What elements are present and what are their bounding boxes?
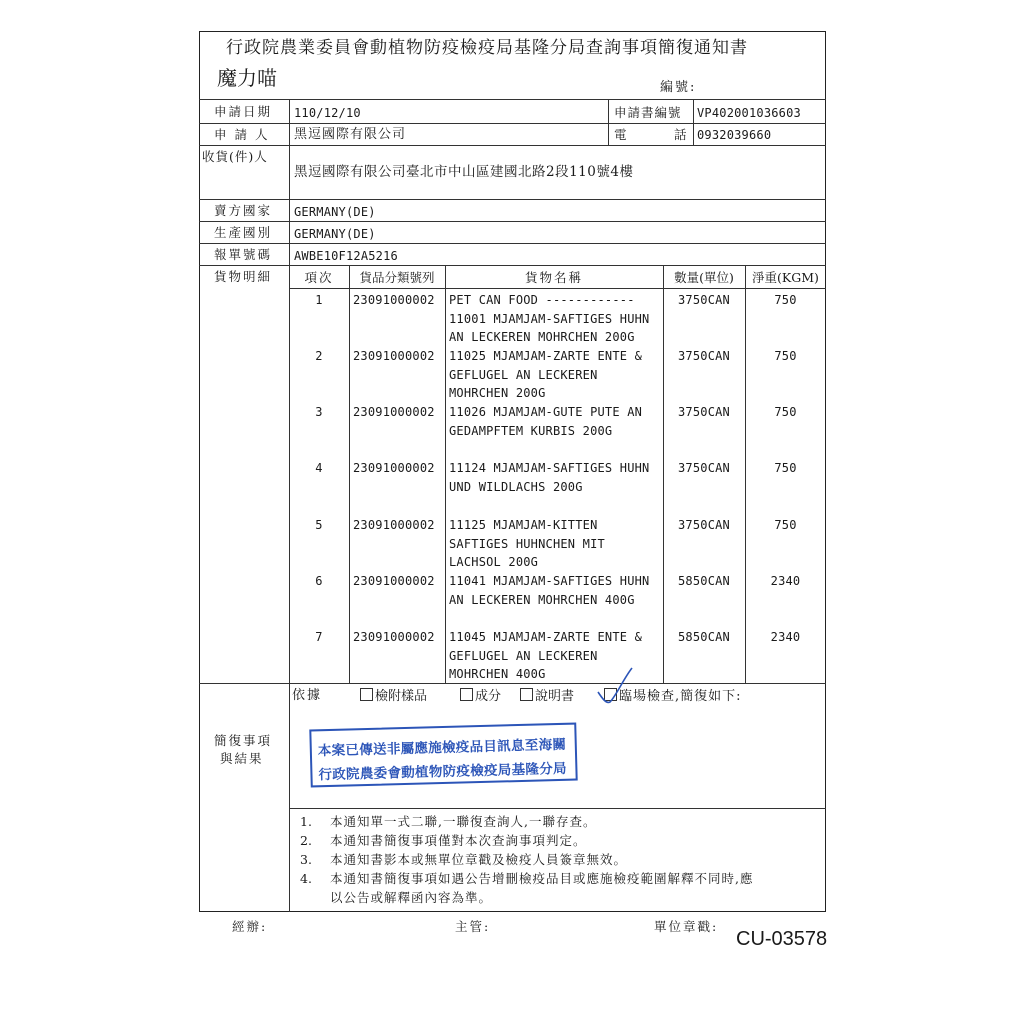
col-header-code: 貨品分類號列 (359, 270, 435, 285)
handwritten-check-icon (596, 664, 640, 708)
applicant-value: 黑逗國際有限公司 (294, 127, 407, 142)
row-qty: 3750CAN (678, 518, 730, 532)
row-name-line: 11045 MJAMJAM-ZARTE ENTE & (449, 630, 643, 644)
row-code: 23091000002 (353, 630, 435, 644)
row-code: 23091000002 (353, 461, 435, 475)
row-code: 23091000002 (353, 574, 435, 588)
note-text: 以公告或解釋函內容為準。 (330, 890, 493, 905)
apply-date-value: 110/12/10 (294, 106, 361, 120)
unit-seal-label: 單位章戳: (654, 919, 719, 934)
stamp-line-2: 行政院農委會動植物防疫檢疫局基隆分局 (318, 760, 568, 784)
reply-section-label-2: 與結果 (220, 751, 264, 766)
note-number: 2. (300, 833, 312, 848)
checkbox-ingredients[interactable] (460, 688, 473, 701)
phone-label-2: 話 (674, 127, 687, 142)
row-name-line: UND WILDLACHS 200G (449, 479, 583, 494)
row-no: 2 (315, 349, 323, 363)
row-weight: 750 (774, 405, 797, 419)
row-weight: 750 (774, 518, 797, 532)
handler-label: 經辦: (232, 919, 268, 934)
consignee-label: 收貨(件)人 (202, 149, 268, 164)
checkbox-samples[interactable] (360, 688, 373, 701)
row-name-line: LACHSOL 200G (449, 555, 539, 569)
row-qty: 5850CAN (678, 574, 730, 588)
row-no: 7 (315, 630, 323, 644)
row-name-line: 11041 MJAMJAM-SAFTIGES HUHN (449, 574, 650, 588)
row-code: 23091000002 (353, 405, 435, 419)
row-no: 1 (315, 293, 323, 307)
note-number: 1. (300, 814, 312, 829)
supervisor-label: 主管: (455, 919, 491, 934)
checkbox-manual[interactable] (520, 688, 533, 701)
note-number: 3. (300, 852, 312, 867)
col-header-weight: 淨重(KGM) (752, 270, 819, 285)
row-name-line: MOHRCHEN 400G (449, 667, 546, 681)
row-name-line: 11025 MJAMJAM-ZARTE ENTE & (449, 349, 643, 363)
declaration-value: AWBE10F12A5216 (294, 249, 398, 263)
row-qty: 3750CAN (678, 349, 730, 363)
note-text: 本通知書簡復事項僅對本次查詢事項判定。 (330, 833, 587, 848)
option-ingredients[interactable]: 成分 (460, 688, 501, 705)
row-weight: 750 (774, 349, 797, 363)
document-title: 行政院農業委員會動植物防疫檢疫局基隆分局查詢事項簡復通知書 (226, 38, 748, 58)
row-name-line: GEFLUGEL AN LECKEREN (449, 367, 598, 382)
row-name-line: MOHRCHEN 200G (449, 386, 546, 400)
handwritten-annotation: 魔力喵 (217, 68, 277, 90)
option-onsite[interactable]: 臨場檢查,簡復如下: (604, 688, 742, 705)
row-name-line: SAFTIGES HUHNCHEN MIT (449, 536, 605, 551)
stamp-line-1: 本案已傳送非屬應施檢疫品目訊息至海關 (317, 736, 567, 760)
option-manual[interactable]: 說明書 (520, 688, 574, 705)
row-no: 5 (315, 518, 323, 532)
row-name-line: 11124 MJAMJAM-SAFTIGES HUHN (449, 461, 650, 475)
note-text: 本通知書簡復事項如遇公告增刪檢疫品目或應施檢疫範圍解釋不同時,應 (330, 871, 754, 886)
row-name-line: GEDAMPFTEM KURBIS 200G (449, 423, 613, 438)
official-stamp (309, 723, 577, 788)
document-code: CU-03578 (736, 928, 828, 950)
row-code: 23091000002 (353, 349, 435, 363)
reply-section-label-1: 簡復事項 (214, 733, 273, 748)
note-number: 4. (300, 871, 312, 886)
col-header-qty: 數量(單位) (674, 270, 734, 285)
row-name-line: AN LECKEREN MOHRCHEN 200G (449, 330, 635, 344)
note-text: 本通知單一式二聯,一聯復查詢人,一聯存查。 (330, 814, 597, 829)
col-header-no: 項次 (304, 270, 334, 285)
goods-label: 貨物明細 (214, 269, 273, 284)
row-no: 6 (315, 574, 323, 588)
row-name-line: GEFLUGEL AN LECKEREN (449, 648, 598, 663)
app-no-value: VP402001036603 (697, 106, 801, 120)
origin-label: 生產國別 (214, 225, 273, 240)
row-name-line: 11001 MJAMJAM-SAFTIGES HUHN (449, 311, 650, 326)
row-weight: 2340 (770, 630, 801, 644)
row-no: 3 (315, 405, 323, 419)
row-name-line: 11125 MJAMJAM-KITTEN (449, 518, 598, 532)
row-qty: 3750CAN (678, 405, 730, 419)
row-weight: 2340 (770, 574, 801, 588)
row-name-line: 11026 MJAMJAM-GUTE PUTE AN (449, 405, 643, 419)
option-samples[interactable]: 檢附樣品 (360, 688, 427, 705)
row-weight: 750 (774, 293, 797, 307)
row-qty: 5850CAN (678, 630, 730, 644)
phone-value: 0932039660 (697, 128, 772, 142)
row-no: 4 (315, 461, 323, 475)
apply-date-label: 申請日期 (214, 104, 273, 119)
applicant-label: 申 請 人 (214, 127, 270, 142)
row-qty: 3750CAN (678, 461, 730, 475)
origin-value: GERMANY(DE) (294, 227, 376, 241)
row-name-line: PET CAN FOOD ------------ (449, 293, 635, 307)
app-no-label: 申請書編號 (614, 105, 682, 120)
phone-label: 電 (614, 127, 627, 142)
col-header-name: 貨物名稱 (524, 270, 583, 285)
row-qty: 3750CAN (678, 293, 730, 307)
row-code: 23091000002 (353, 293, 435, 307)
seller-country-label: 賣方國家 (214, 203, 273, 218)
note-text: 本通知書影本或無單位章戳及檢疫人員簽章無效。 (330, 852, 628, 867)
row-weight: 750 (774, 461, 797, 475)
row-code: 23091000002 (353, 518, 435, 532)
declaration-label: 報單號碼 (214, 247, 273, 262)
basis-label: 依據 (292, 688, 323, 703)
seller-country-value: GERMANY(DE) (294, 205, 376, 219)
row-name-line: AN LECKEREN MOHRCHEN 400G (449, 592, 635, 607)
serial-label: 編號: (660, 80, 697, 95)
consignee-value: 黑逗國際有限公司臺北市中山區建國北路2段110號4樓 (294, 164, 634, 180)
